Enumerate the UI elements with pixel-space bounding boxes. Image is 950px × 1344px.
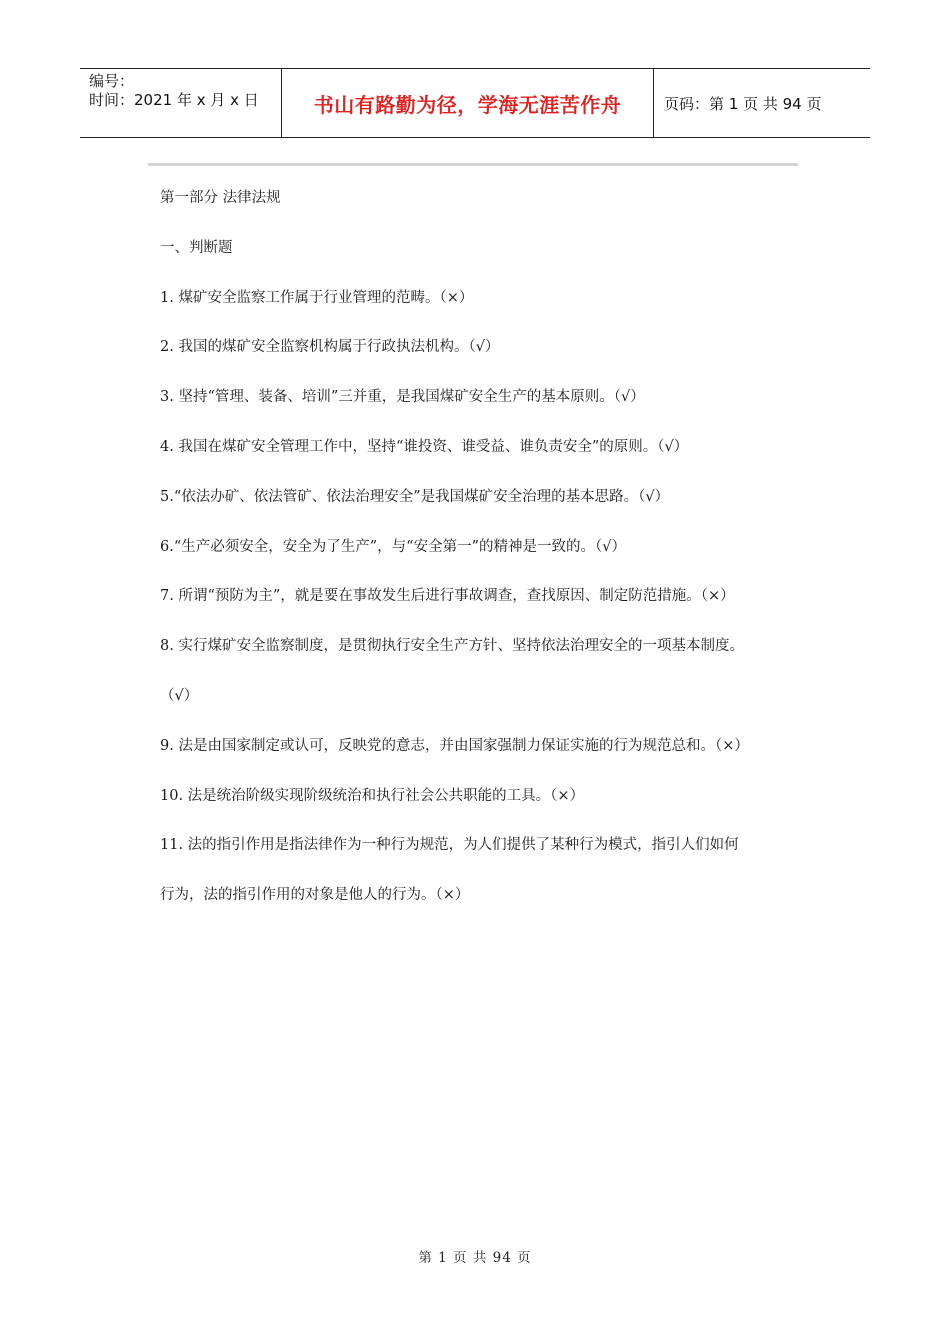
document-date-label: 时间：2021 年 x 月 x 日 xyxy=(89,91,259,109)
question-line: 11. 法的指引作用是指法律作为一种行为规范，为人们提供了某种行为模式，指引人们如何 xyxy=(160,837,739,854)
header-meta-cell xyxy=(80,69,281,137)
question-line: 5.“依法办矿、依法管矿、依法治理安全”是我国煤矿安全治理的基本思路。（√） xyxy=(160,488,670,505)
header-page-info: 页码：第 1 页 共 94 页 xyxy=(664,94,822,113)
question-line: 2. 我国的煤矿安全监察机构属于行政执法机构。（√） xyxy=(160,339,500,356)
header-motto: 书山有路勤为径，学海无涯苦作舟 xyxy=(313,92,622,117)
subsection-title: 一、判断题 xyxy=(160,239,233,256)
divider-rule xyxy=(148,163,798,166)
question-line: 8. 实行煤矿安全监察制度，是贯彻执行安全生产方针、坚持依法治理安全的一项基本制度。 xyxy=(160,638,744,655)
question-line: 3. 坚持“管理、装备、培训”三并重，是我国煤矿安全生产的基本原则。（√） xyxy=(160,389,645,406)
question-line: 7. 所谓“预防为主”，就是要在事故发生后进行事故调查，查找原因、制定防范措施。（×） xyxy=(160,588,735,605)
question-line-continuation: （√） xyxy=(160,687,199,704)
section-title: 第一部分 法律法规 xyxy=(160,190,281,206)
question-line: 6.“生产必须安全，安全为了生产”，与“安全第一”的精神是一致的。（√） xyxy=(160,538,626,555)
header-page-cell xyxy=(654,69,870,137)
question-line: 10. 法是统治阶级实现阶级统治和执行社会公共职能的工具。（×） xyxy=(160,787,585,804)
question-line-continuation: 行为，法的指引作用的对象是他人的行为。（×） xyxy=(160,887,470,904)
header-motto-cell xyxy=(281,69,654,137)
document-header xyxy=(80,68,870,138)
question-line: 1. 煤矿安全监察工作属于行业管理的范畴。（×） xyxy=(160,289,474,306)
document-number-label: 编号： xyxy=(89,72,135,90)
document-body xyxy=(160,174,780,921)
question-line: 4. 我国在煤矿安全管理工作中，坚持“谁投资、谁受益、谁负责安全”的原则。（√） xyxy=(160,438,689,455)
page-footer: 第 1 页 共 94 页 xyxy=(418,1250,532,1266)
question-line: 9. 法是由国家制定或认可，反映党的意志，并由国家强制力保证实施的行为规范总和。（×） xyxy=(160,737,749,754)
